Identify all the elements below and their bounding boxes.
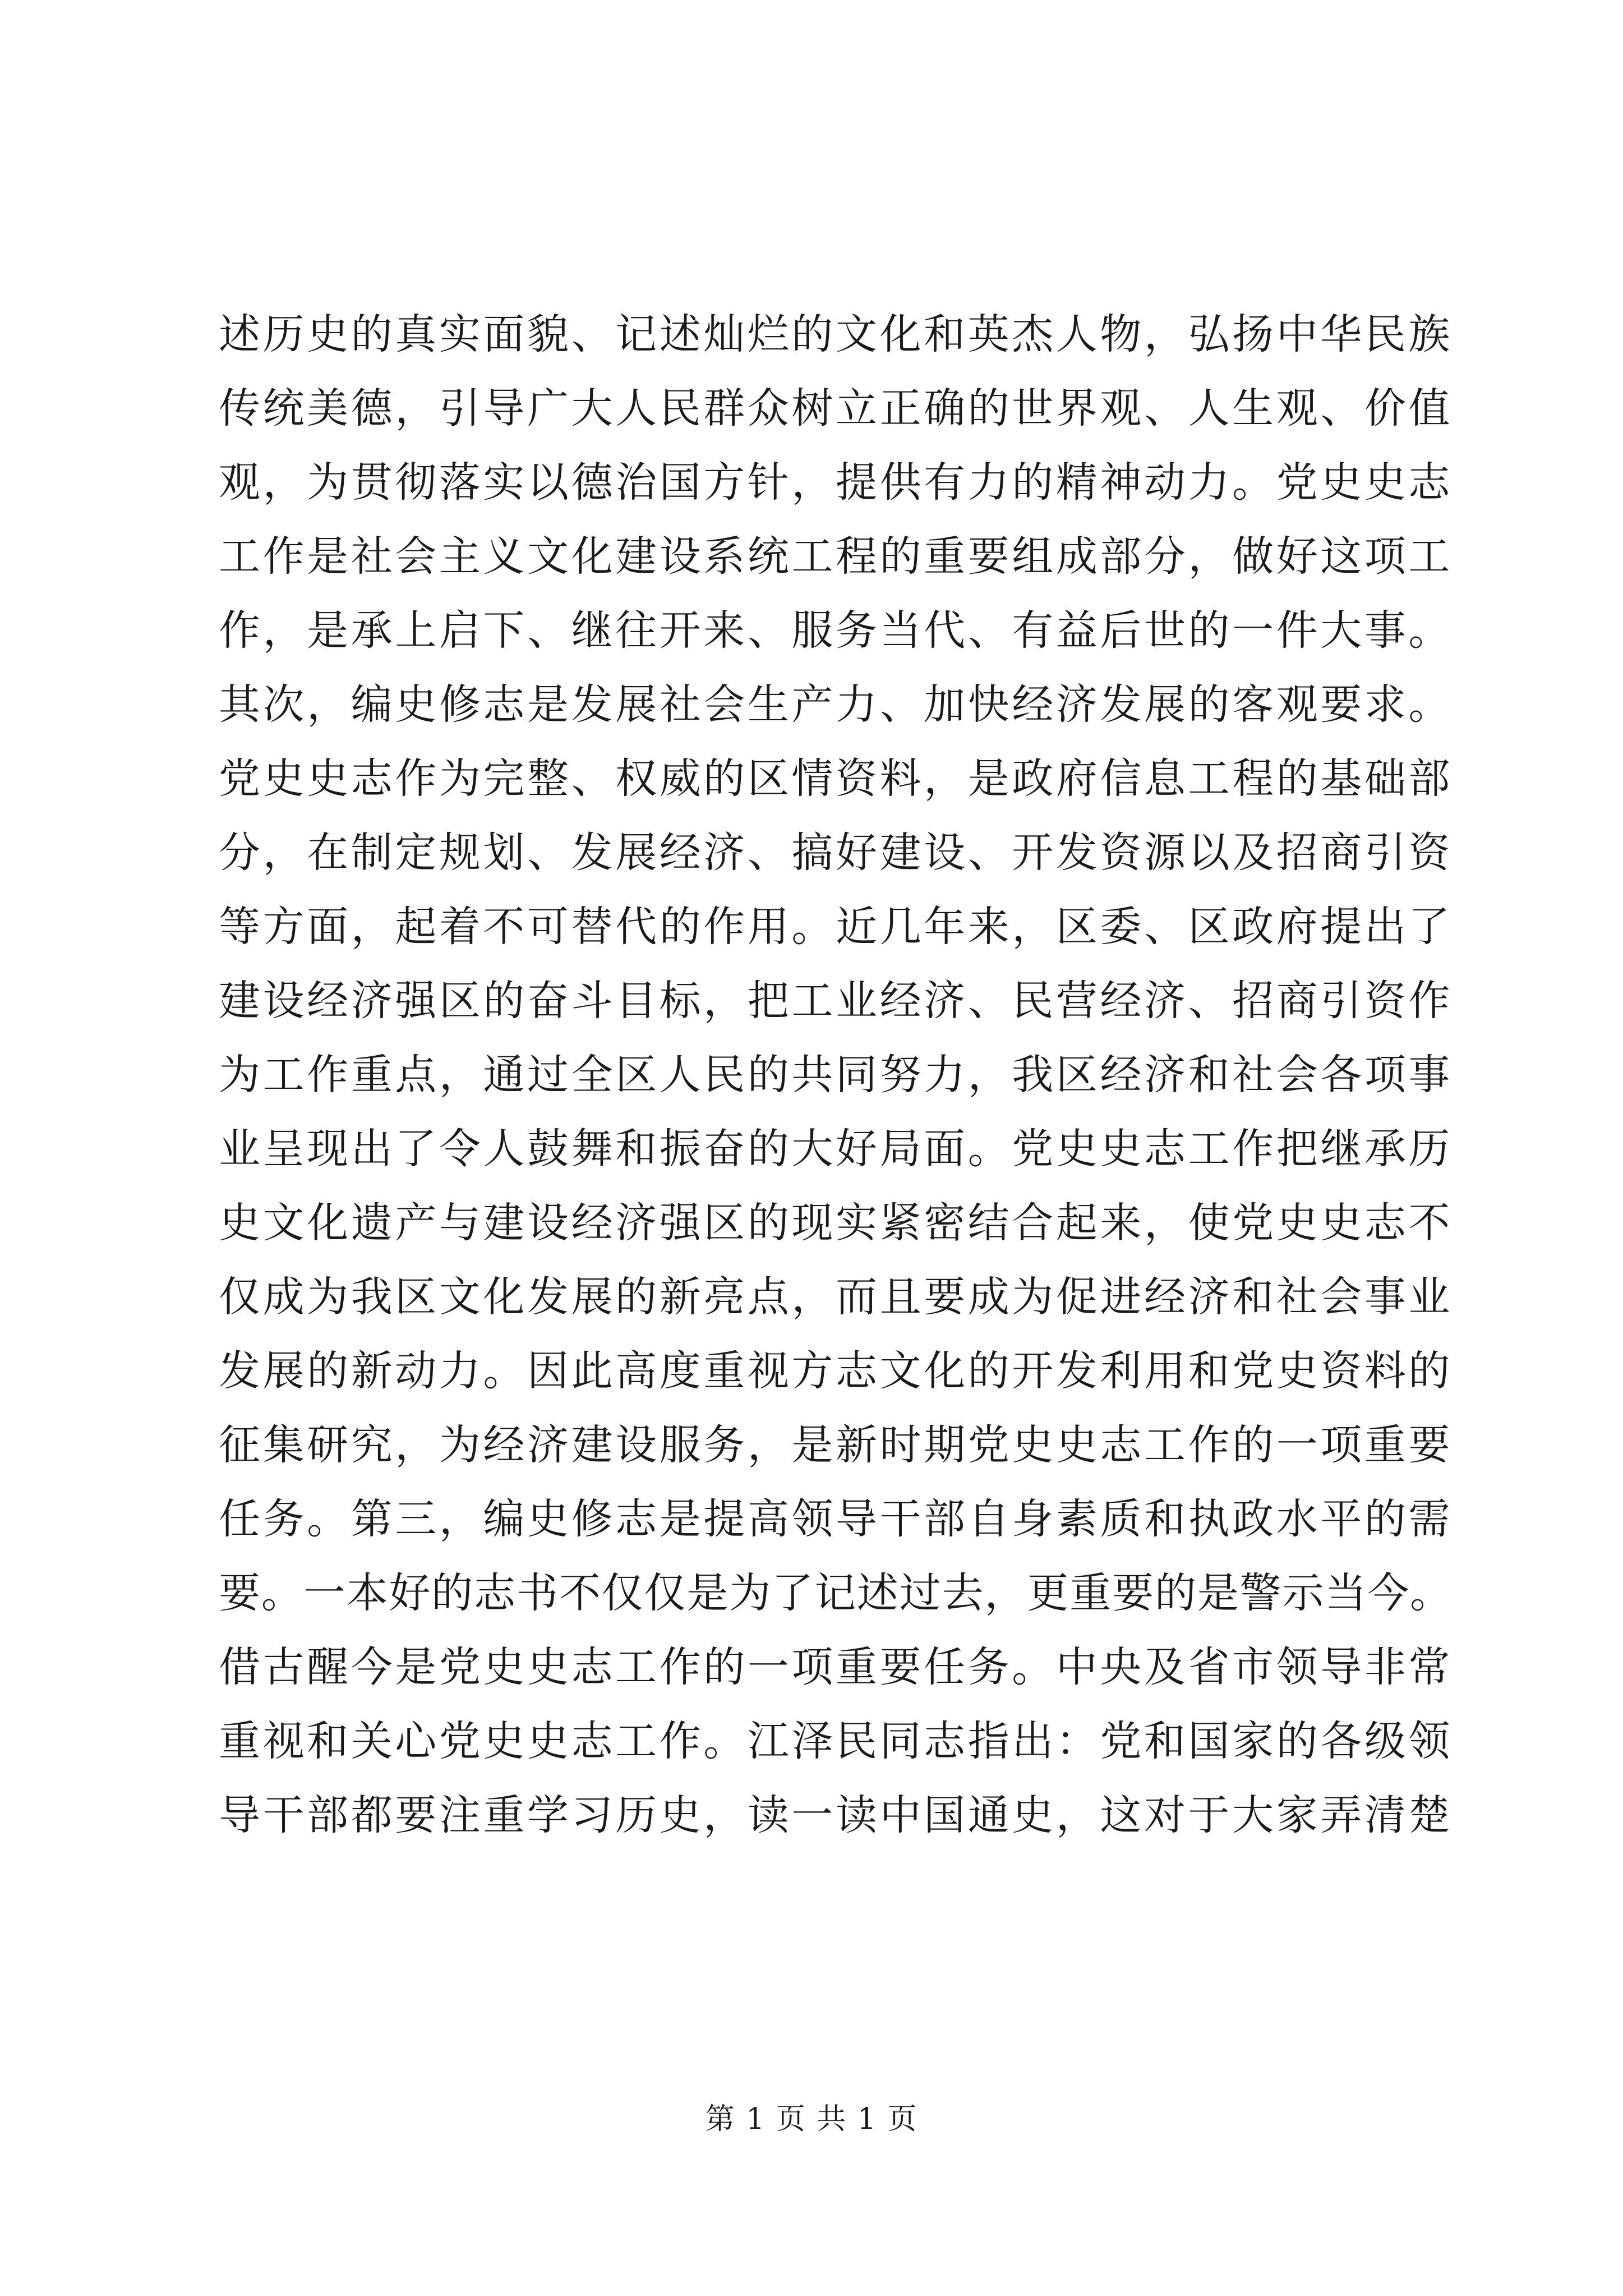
text-line: 作，是承上启下、继往开来、服务当代、有益后世的一件大事。 bbox=[219, 606, 1453, 655]
text-line: 导干部都要注重学习历史，读一读中国通史，这对于大家弄清楚 bbox=[219, 1791, 1453, 1839]
text-line: 等方面，起着不可替代的作用。近几年来，区委、区政府提出了 bbox=[219, 903, 1453, 951]
text-line: 任务。第三，编史修志是提高领导干部自身素质和执政水平的需 bbox=[219, 1495, 1453, 1543]
text-line: 党史史志作为完整、权威的区情资料，是政府信息工程的基础部 bbox=[219, 754, 1453, 803]
page-number-footer: 第 1 页 共 1 页 bbox=[705, 2102, 918, 2136]
body-text bbox=[219, 297, 1453, 1852]
text-line: 重视和关心党史史志工作。江泽民同志指出：党和国家的各级领 bbox=[219, 1717, 1453, 1765]
text-line: 建设经济强区的奋斗目标，把工业经济、民营经济、招商引资作 bbox=[219, 977, 1453, 1025]
text-line: 史文化遗产与建设经济强区的现实紧密结合起来，使党史史志不 bbox=[219, 1199, 1453, 1247]
text-line: 业呈现出了令人鼓舞和振奋的大好局面。党史史志工作把继承历 bbox=[219, 1125, 1453, 1173]
text-line: 要。一本好的志书不仅仅是为了记述过去，更重要的是警示当今。 bbox=[219, 1569, 1453, 1617]
text-line: 发展的新动力。因此高度重视方志文化的开发利用和党史资料的 bbox=[219, 1347, 1453, 1395]
text-line: 传统美德，引导广大人民群众树立正确的世界观、人生观、价值 bbox=[219, 384, 1453, 432]
text-line: 观，为贯彻落实以德治国方针，提供有力的精神动力。党史史志 bbox=[219, 458, 1453, 507]
text-line: 征集研究，为经济建设服务，是新时期党史史志工作的一项重要 bbox=[219, 1421, 1453, 1469]
text-line: 借古醒今是党史史志工作的一项重要任务。中央及省市领导非常 bbox=[219, 1643, 1453, 1691]
text-line: 其次，编史修志是发展社会生产力、加快经济发展的客观要求。 bbox=[219, 680, 1453, 729]
text-line: 工作是社会主义文化建设系统工程的重要组成部分，做好这项工 bbox=[219, 532, 1453, 581]
text-line: 仅成为我区文化发展的新亮点，而且要成为促进经济和社会事业 bbox=[219, 1273, 1453, 1321]
text-line: 分，在制定规划、发展经济、搞好建设、开发资源以及招商引资 bbox=[219, 829, 1453, 877]
text-line: 为工作重点，通过全区人民的共同努力，我区经济和社会各项事 bbox=[219, 1051, 1453, 1099]
text-line: 述历史的真实面貌、记述灿烂的文化和英杰人物，弘扬中华民族 bbox=[219, 310, 1453, 358]
